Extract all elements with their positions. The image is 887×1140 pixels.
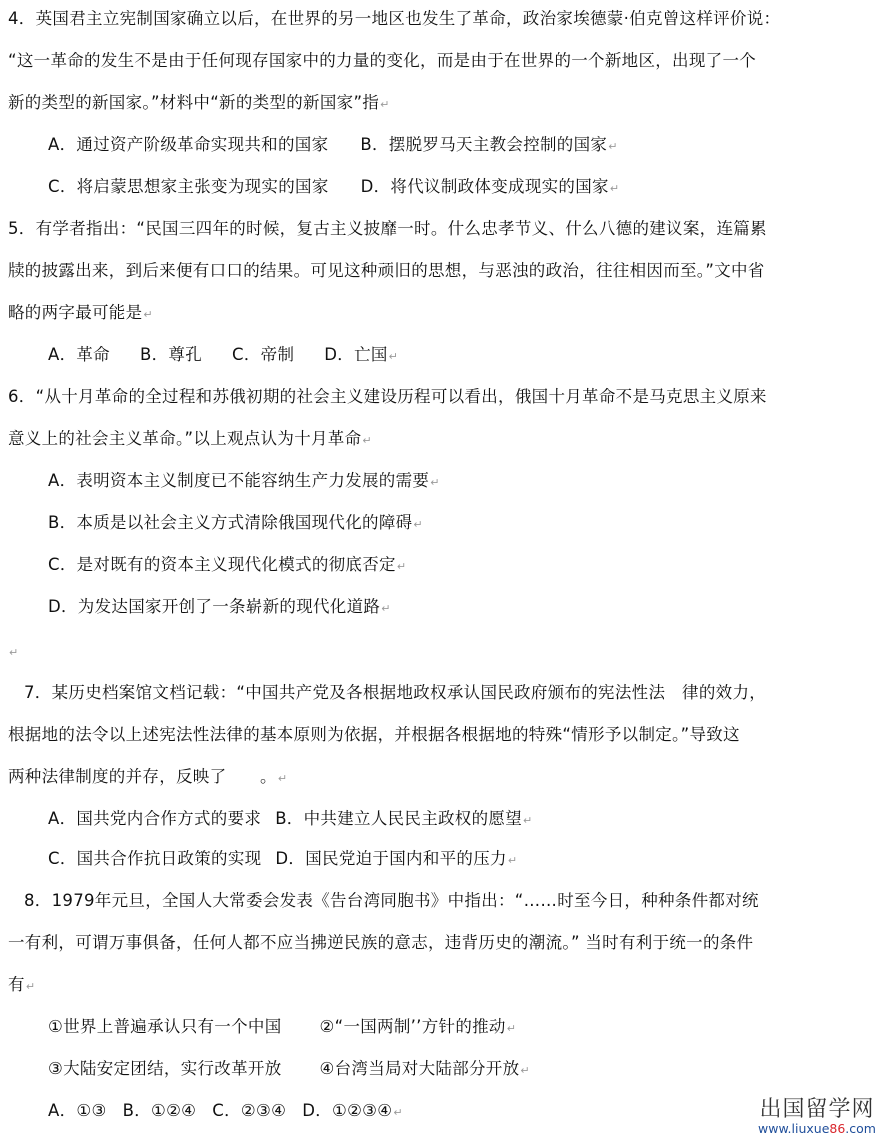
paragraph-mark-icon: ↵ <box>523 814 533 827</box>
q4-stem-text: 新的类型的新国家。”材料中“新的类型的新国家”指 <box>8 93 380 112</box>
watermark-url-suffix: .com <box>845 1121 876 1136</box>
q5-option-a: A．革命 <box>48 345 110 364</box>
q6-stem-text: 意义上的社会主义革命。”以上观点认为十月革命 <box>8 429 362 448</box>
q5-stem-line-3 <box>8 303 881 325</box>
q5-options <box>48 345 881 367</box>
watermark-url-prefix: www.liuxue <box>758 1121 830 1136</box>
q7-option-d: D．国民党迫于国内和平的压力 <box>275 849 507 868</box>
paragraph-mark-icon: ↵ <box>25 980 36 993</box>
q7-option-b: B．中共建立人民民主政权的愿望 <box>275 809 523 828</box>
q7-options-ab <box>48 809 881 831</box>
q4-options-cd <box>48 177 881 199</box>
q6-stem-line-2 <box>8 429 881 451</box>
q4-stem-line-1: 4．英国君主立宪制国家确立以后，在世界的另一地区也发生了革命，政治家埃德蒙·伯克曾这样评价说： <box>8 9 781 28</box>
q8-items-12 <box>48 1017 881 1039</box>
q4-options-ab <box>48 135 881 157</box>
q4-option-a: A．通过资产阶级革命实现共和的国家 <box>48 135 329 154</box>
paragraph-mark-icon: ↵ <box>430 476 440 489</box>
q8-stem-line-2: 一有利，可谓万事俱备，任何人都不应当拂逆民族的意志，违背历史的潮流。” 当时有利于统一的条件 <box>8 933 754 952</box>
q8-stem-text: 有 <box>8 975 25 994</box>
q7-option-a: A．国共党内合作方式的要求 <box>48 809 262 828</box>
q7-stem-line-2: 根据地的法令以上述宪法性法律的基本原则为依据，并根据各根据地的特殊“情形予以制定。”导致这 <box>8 725 740 744</box>
q7-stem-line-1: 7．某历史档案馆文档记载：“中国共产党及各根据地政权承认国民政府颁布的宪法性法 律的效力， <box>24 683 767 702</box>
watermark-url-highlight: 86 <box>829 1121 846 1136</box>
q4-option-c: C．将启蒙思想家主张变为现实的国家 <box>48 177 329 196</box>
q5-option-c: C．帝制 <box>232 345 295 364</box>
q4-stem-line-3 <box>8 93 881 115</box>
q8-option-d: D．①②③④ <box>302 1101 393 1120</box>
q6-option-c-line <box>48 555 881 577</box>
q8-item-3: ③大陆安定团结，实行改革开放 <box>48 1059 282 1078</box>
q7-stem-text: 两种法律制度的并存，反映了 。 <box>8 767 277 786</box>
q8-item-4: ④台湾当局对大陆部分开放 <box>319 1059 520 1078</box>
q8-option-a: A．①③ <box>48 1101 107 1120</box>
paragraph-mark-icon: ↵ <box>506 1022 517 1035</box>
paragraph-mark-icon: ↵ <box>520 1064 530 1077</box>
paragraph-mark-icon: ↵ <box>381 602 391 615</box>
q8-option-b: B．①②④ <box>122 1101 197 1120</box>
paragraph-mark-icon: ↵ <box>413 518 423 531</box>
q6-option-d-line <box>48 597 881 619</box>
q8-item-2: ②“一国两制’’方针的推动 <box>319 1017 506 1036</box>
q6-option-c: C．是对既有的资本主义现代化模式的彻底否定 <box>48 555 396 574</box>
q4-stem-line-2: “这一革命的发生不是由于任何现存国家中的力量的变化，而是由于在世界的一个新地区，出现了一个 <box>8 51 757 70</box>
paragraph-mark-icon: ↵ <box>608 140 618 153</box>
q6-option-a: A．表明资本主义制度已不能容纳生产力发展的需要 <box>48 471 430 490</box>
q6-option-b-line <box>48 513 881 535</box>
q6-stem-line-1: 6．“从十月革命的全过程和苏俄初期的社会主义建设历程可以看出，俄国十月革命不是马克思主义原来 <box>8 387 767 406</box>
q7-options-cd <box>48 849 881 871</box>
paragraph-mark-icon: ↵ <box>362 434 372 447</box>
watermark-logo <box>752 1098 882 1136</box>
paragraph-mark-icon: ↵ <box>396 560 407 573</box>
empty-paragraph <box>8 641 881 663</box>
q5-stem-line-1: 5．有学者指出：“民国三四年的时候，复古主义披靡一时。什么忠孝节义、什么八德的建议案，连篇累 <box>8 219 767 238</box>
paragraph-mark-icon: ↵ <box>609 182 620 195</box>
q8-stem-line-3 <box>8 975 881 997</box>
q5-stem-text: 略的两字最可能是 <box>8 303 143 322</box>
watermark-site-name: 出国留学网 <box>759 1097 875 1122</box>
q6-option-b: B．本质是以社会主义方式清除俄国现代化的障碍 <box>48 513 413 532</box>
q6-option-d: D．为发达国家开创了一条崭新的现代化道路 <box>48 597 381 616</box>
paragraph-mark-icon: ↵ <box>507 854 518 867</box>
q4-option-d: D．将代议制政体变成现实的国家 <box>360 177 609 196</box>
q5-option-b: B．尊孔 <box>140 345 203 364</box>
q6-option-a-line <box>48 471 881 493</box>
watermark-url <box>752 1122 882 1136</box>
q4-option-b: B．摆脱罗马天主教会控制的国家 <box>360 135 608 154</box>
q5-stem-line-2: 牍的披露出来，到后来便有口口的结果。可见这种顽旧的思想，与恶浊的政治，往往相因而至。”文中省 <box>8 261 765 280</box>
q7-option-c: C．国共合作抗日政策的实现 <box>48 849 262 868</box>
q8-items-34 <box>48 1059 881 1081</box>
q8-stem-line-1: 8．1979年元旦，全国人大常委会发表《告台湾同胞书》中指出：“……时至今日，种种条件都对统 <box>24 891 759 910</box>
paragraph-mark-icon: ↵ <box>380 98 390 111</box>
paragraph-mark-icon: ↵ <box>277 772 288 785</box>
paragraph-mark-icon: ↵ <box>9 646 19 659</box>
q8-item-1: ①世界上普遍承认只有一个中国 <box>48 1017 282 1036</box>
q8-option-c: C．②③④ <box>212 1101 287 1120</box>
q5-option-d: D．亡国 <box>324 345 388 364</box>
paragraph-mark-icon: ↵ <box>143 308 153 321</box>
paragraph-mark-icon: ↵ <box>393 1106 403 1119</box>
q7-stem-line-3 <box>8 767 881 789</box>
paragraph-mark-icon: ↵ <box>388 350 399 363</box>
